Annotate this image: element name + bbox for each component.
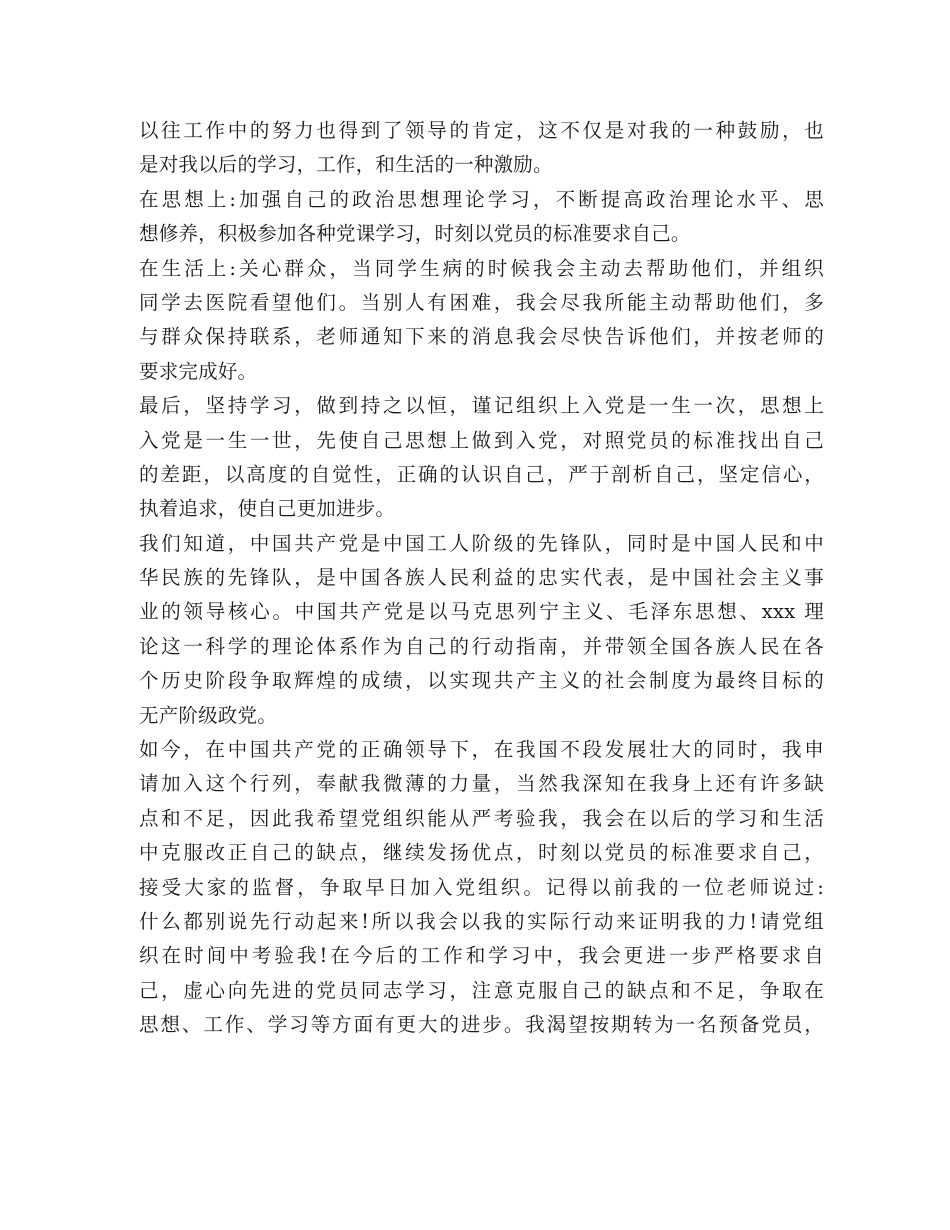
text-line: 以往工作中的努力也得到了领导的肯定，这不仅是对我的一种鼓励，也 [139,119,824,142]
text-line: 最后，坚持学习，做到持之以恒，谨记组织上入党是一生一次，思想上 [139,394,824,418]
text-line: 论这一科学的理论体系作为自己的行动指南，并带领全国各族人民在各 [139,634,824,658]
text-line: 在思想上:加强自己的政治思想理论学习，不断提高政治理论水平、思 [139,187,824,211]
text-line: 思想、工作、学习等方面有更大的进步。我渴望按期转为一名预备党员， [139,1013,824,1037]
text-line: 己，虚心向先进的党员同志学习，注意克服自己的缺点和不足，争取在 [139,978,824,1002]
text-line: 无产阶级政党。 [139,703,277,727]
text-line: 入党是一生一世，先使自己思想上做到入党，对照党员的标准找出自己 [139,428,824,452]
text-line: 与群众保持联系，老师通知下来的消息我会尽快告诉他们，并按老师的 [139,325,824,349]
text-line: 如今，在中国共产党的正确领导下，在我国不段发展壮大的同时，我申 [139,738,824,762]
document-body [139,114,824,1043]
text-line: 是对我以后的学习，工作，和生活的一种激励。 [139,153,553,177]
text-line: 的差距，以高度的自觉性，正确的认识自己，严于剖析自己，坚定信心， [139,462,824,486]
text-line: 同学去医院看望他们。当别人有困难，我会尽我所能主动帮助他们，多 [139,290,824,314]
text-line: 点和不足，因此我希望党组织能从严考验我，我会在以后的学习和生活 [139,806,824,830]
text-line: 请加入这个行列，奉献我微薄的力量，当然我深知在我身上还有许多缺 [139,772,824,796]
text-line: 接受大家的监督，争取早日加入党组织。记得以前我的一位老师说过: [139,875,824,899]
text-line: 中克服改正自己的缺点，继续发扬优点，时刻以党员的标准要求自己， [139,841,824,865]
text-line: 在生活上:关心群众，当同学生病的时候我会主动去帮助他们，并组织 [139,256,824,280]
text-line: 业的领导核心。中国共产党是以马克思列宁主义、毛泽东思想、xxx 理 [139,600,824,624]
text-line: 要求完成好。 [139,359,258,383]
text-line: 织在时间中考验我!在今后的工作和学习中，我会更进一步严格要求自 [139,944,824,968]
text-line: 执着追求，使自己更加进步。 [139,497,396,521]
text-line: 华民族的先锋队，是中国各族人民利益的忠实代表，是中国社会主义事 [139,566,824,590]
text-line: 我们知道，中国共产党是中国工人阶级的先锋队，同时是中国人民和中 [139,531,824,555]
text-line: 什么都别说先行动起来!所以我会以我的实际行动来证明我的力!请党组 [139,909,824,933]
text-line: 想修养，积极参加各种党课学习，时刻以党员的标准要求自己。 [139,222,691,246]
text-line: 个历史阶段争取辉煌的成绩，以实现共产主义的社会制度为最终目标的 [139,669,824,693]
